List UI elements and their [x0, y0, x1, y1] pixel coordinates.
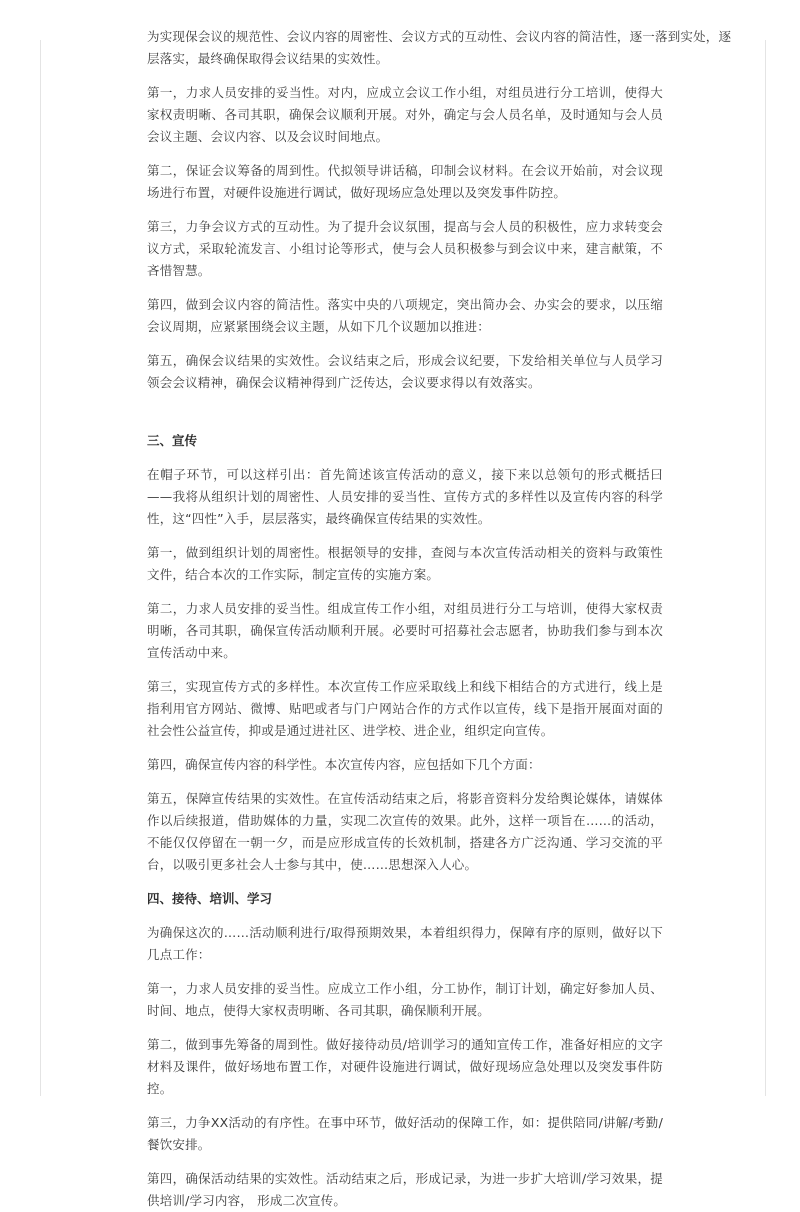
reception-point-3: 第三，力争XX活动的有序性。在事中环节，做好活动的保障工作，如：提供陪同/讲解/考勤/餐饮安排。	[147, 1115, 663, 1152]
meeting-section	[147, 26, 732, 394]
publicity-point-5: 第五，保障宣传结果的实效性。在宣传活动结束之后，将影音资料分发给舆论媒体，请媒体作以后续报道，借助媒体的力量，实现二次宣传的效果。此外，这样一项旨在……的活动，不能仅仅停留在一朝一夕，而是应形成宣传的长效机制，搭建各方广泛沟通、学习交流的平台，以吸引更多社会人士参与其中，使……思想深入人心。	[147, 791, 663, 872]
reception-point-1: 第一，力求人员安排的妥当性。应成立工作小组，分工协作，制订计划，确定好参加人员、时间、地点，使得大家权责明晰、各司其职，确保顺利开展。	[147, 981, 663, 1018]
publicity-section	[147, 430, 663, 876]
publicity-heading: 三、宣传	[147, 433, 198, 448]
publicity-point-2: 第二，力求人员安排的妥当性。组成宣传工作小组，对组员进行分工与培训，使得大家权责明晰，各司其职，确保宣传活动顺利开展。必要时可招募社会志愿者，协助我们参与到本次宣传活动中来。	[147, 601, 663, 660]
document-page	[40, 29, 766, 1208]
meeting-point-5: 第五，确保会议结果的实效性。会议结束之后，形成会议纪要，下发给相关单位与人员学习领会会议精神，确保会议精神得到广泛传达，会议要求得以有效落实。	[147, 353, 663, 390]
meeting-point-3: 第三，力争会议方式的互动性。为了提升会议氛围，提高与会人员的积极性，应力求转变会议方式，采取轮流发言、小组讨论等形式，使与会人员积极参与到会议中来，建言献策，不吝惜智慧。	[147, 219, 663, 278]
publicity-point-4: 第四，确保宣传内容的科学性。本次宣传内容，应包括如下几个方面：	[147, 757, 541, 772]
reception-point-4: 第四，确保活动结果的实效性。活动结束之后，形成记录，为进一步扩大培训/学习效果，提供培训/学习内容， 形成二次宣传。	[147, 1171, 663, 1208]
document-content	[147, 29, 732, 1212]
reception-heading: 四、接待、培训、学习	[147, 891, 273, 906]
publicity-point-3: 第三，实现宣传方式的多样性。本次宣传工作应采取线上和线下相结合的方式进行，线上是指利用官方网站、微博、贴吧或者与门户网站合作的方式作以宣传，线下是指开展面对面的社会性公益宣传，抑或是通过进社区、进学校、进企业，组织定向宣传。	[147, 679, 663, 738]
publicity-point-1: 第一，做到组织计划的周密性。根据领导的安排，查阅与本次宣传活动相关的资料与政策性文件，结合本次的工作实际，制定宣传的实施方案。	[147, 545, 663, 582]
meeting-intro-cut-line: 为实现保会议的规范性、会议内容的周密性、会议方式的互动性、会议内容的简洁性，逐一落到实处，逐	[147, 29, 732, 44]
meeting-point-1: 第一，力求人员安排的妥当性。对内，应成立会议工作小组，对组员进行分工培训，使得大家权责明晰、各司其职，确保会议顺利开展。对外，确定与会人员名单，及时通知与会人员会议主题、会议内容、以及会议时间地点。	[147, 85, 663, 144]
meeting-intro-tail: 层落实，最终确保取得会议结果的实效性。	[147, 51, 389, 66]
publicity-intro: 在帽子环节，可以这样引出：首先简述该宣传活动的意义，接下来以总领句的形式概括曰——我将从组织计划的周密性、人员安排的妥当性、宣传方式的多样性以及宣传内容的科学性，这“四性”入手，层层落实，最终确保宣传结果的实效性。	[147, 467, 663, 526]
meeting-point-4: 第四，做到会议内容的简洁性。落实中央的八项规定，突出简办会、办实会的要求，以压缩会议周期，应紧紧围绕会议主题，从如下几个议题加以推进：	[147, 297, 663, 334]
meeting-point-2: 第二，保证会议筹备的周到性。代拟领导讲话稿，印制会议材料。在会议开始前，对会议现场进行布置，对硬件设施进行调试，做好现场应急处理以及突发事件防控。	[147, 163, 663, 200]
reception-section	[147, 888, 663, 1212]
reception-intro: 为确保这次的……活动顺利进行/取得预期效果，本着组织得力，保障有序的原则，做好以下几点工作：	[147, 925, 663, 962]
reception-point-2: 第二，做到事先筹备的周到性。做好接待动员/培训学习的通知宣传工作，准备好相应的文字材料及课件，做好场地布置工作，对硬件设施进行调试，做好现场应急处理以及突发事件防控。	[147, 1037, 663, 1096]
